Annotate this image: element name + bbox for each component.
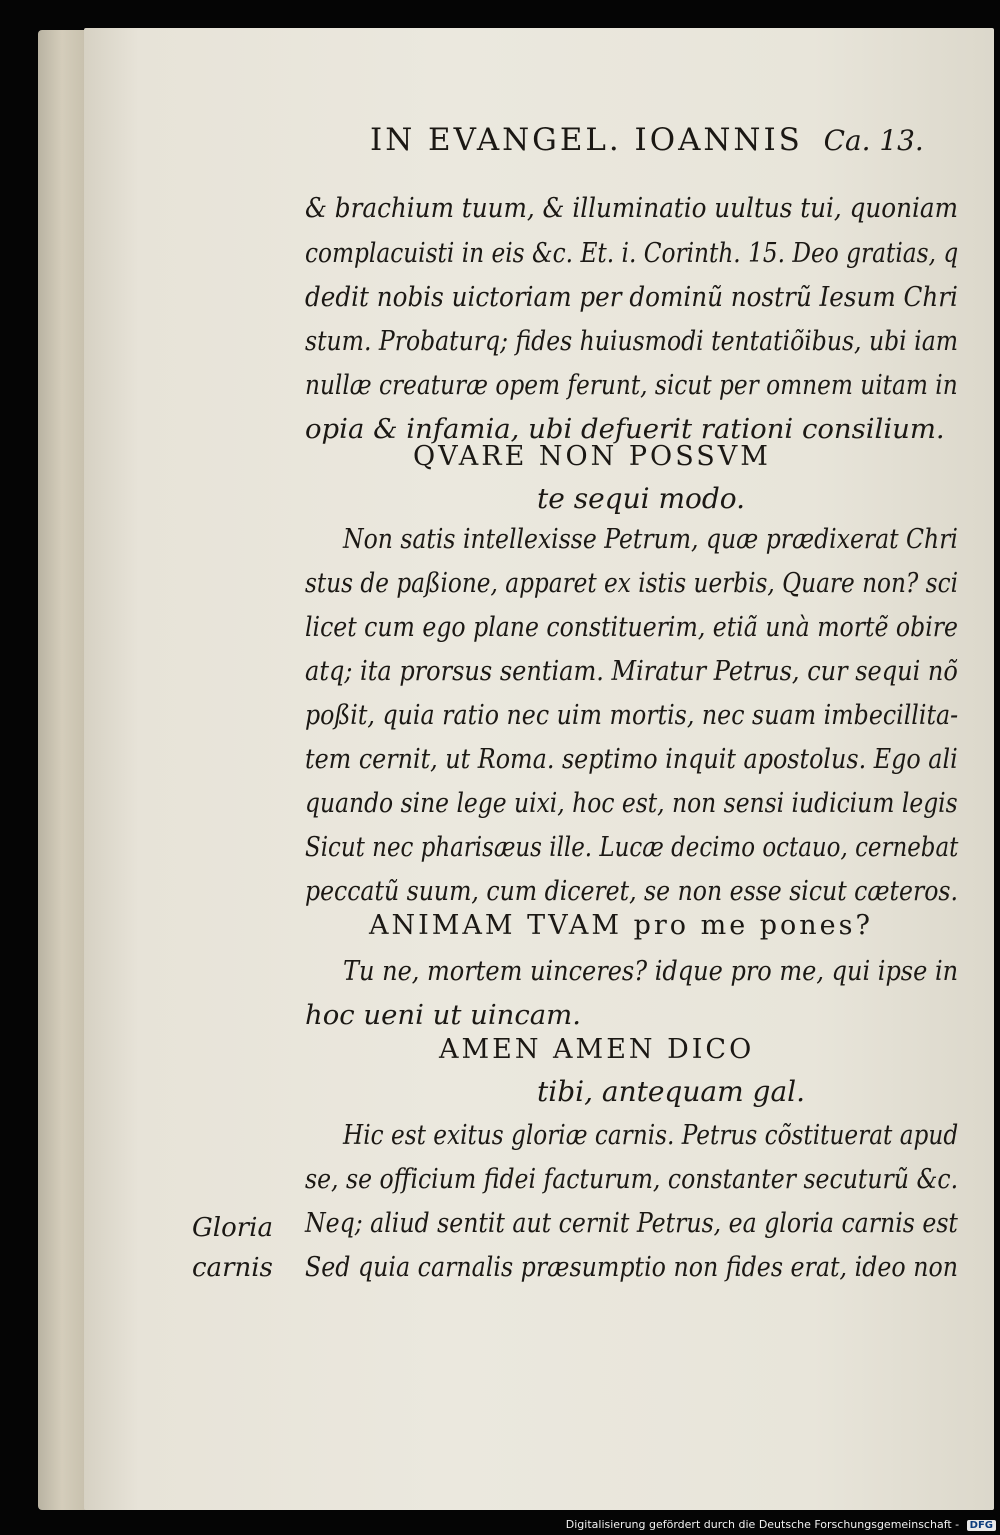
section-heading: QVARE NON POSSVM	[413, 441, 771, 472]
chapter-number: Ca. 13.	[823, 124, 924, 157]
text-line: stum. Probaturq; fides huiusmodi tentatiõibus, ubi iam	[305, 325, 959, 357]
text-line: licet cum ego plane constituerim, etiã unà mortẽ obire	[305, 611, 958, 643]
margin-note: Gloria	[192, 1213, 273, 1243]
text-line: Tu ne, mortem uinceres? idque pro me, qui ipse in	[343, 955, 959, 987]
margin-note: carnis	[192, 1253, 273, 1283]
footer-text: Digitalisierung gefördert durch die Deutsche Forschungsgemeinschaft -	[565, 1518, 960, 1531]
running-head-title: IN EVANGEL. IOANNIS	[370, 122, 803, 158]
text-line: hoc ueni ut uincam.	[305, 999, 581, 1031]
text-line: Hic est exitus gloriæ carnis. Petrus cõstituerat apud	[343, 1119, 959, 1151]
section-heading-sub: te sequi modo.	[537, 482, 746, 515]
footer-credit	[566, 1518, 996, 1531]
text-line: se, se officium fidei facturum, constanter secuturũ &c.	[305, 1163, 959, 1195]
section-heading: AMEN AMEN DICO	[439, 1034, 755, 1065]
text-line: atq; ita prorsus sentiam. Miratur Petrus, cur sequi nõ	[305, 655, 958, 687]
text-line: quando sine lege uixi, hoc est, non sensi iudicium legis	[305, 787, 958, 819]
text-line: Non satis intellexisse Petrum, quæ prædixerat Chri	[343, 523, 958, 555]
text-line: poßit, quia ratio nec uim mortis, nec suam imbecillita-	[305, 699, 959, 731]
text-line: complacuisti in eis &c. Et. i. Corinth. 15. Deo gratias, q	[305, 237, 959, 269]
running-head	[370, 122, 958, 158]
dfg-logo: DFG	[967, 1520, 996, 1531]
text-line: & brachium tuum, & illuminatio uultus tui, quoniam	[305, 192, 959, 224]
text-line: tem cernit, ut Roma. septimo inquit apostolus. Ego ali	[305, 743, 958, 775]
text-line: nullæ creaturæ opem ferunt, sicut per omnem uitam in	[305, 369, 958, 401]
text-line: stus de paßione, apparet ex istis uerbis, Quare non? sci	[305, 567, 958, 599]
section-heading: ANIMAM TVAM pro me pones?	[369, 910, 873, 941]
text-line: Sicut nec pharisæus ille. Lucæ decimo octauo, cernebat	[305, 831, 959, 863]
text-line: opia & infamia, ubi defuerit rationi consilium.	[305, 413, 945, 445]
text-line: dedit nobis uictoriam per dominũ nostrũ Iesum Chri	[305, 281, 958, 313]
section-heading-sub: tibi, antequam gal.	[537, 1075, 806, 1108]
text-line: Sed quia carnalis præsumptio non fides erat, ideo non	[305, 1251, 959, 1283]
text-line: Neq; aliud sentit aut cernit Petrus, ea gloria carnis est	[305, 1207, 958, 1239]
text-line: peccatũ suum, cum diceret, se non esse sicut cæteros.	[305, 875, 958, 907]
